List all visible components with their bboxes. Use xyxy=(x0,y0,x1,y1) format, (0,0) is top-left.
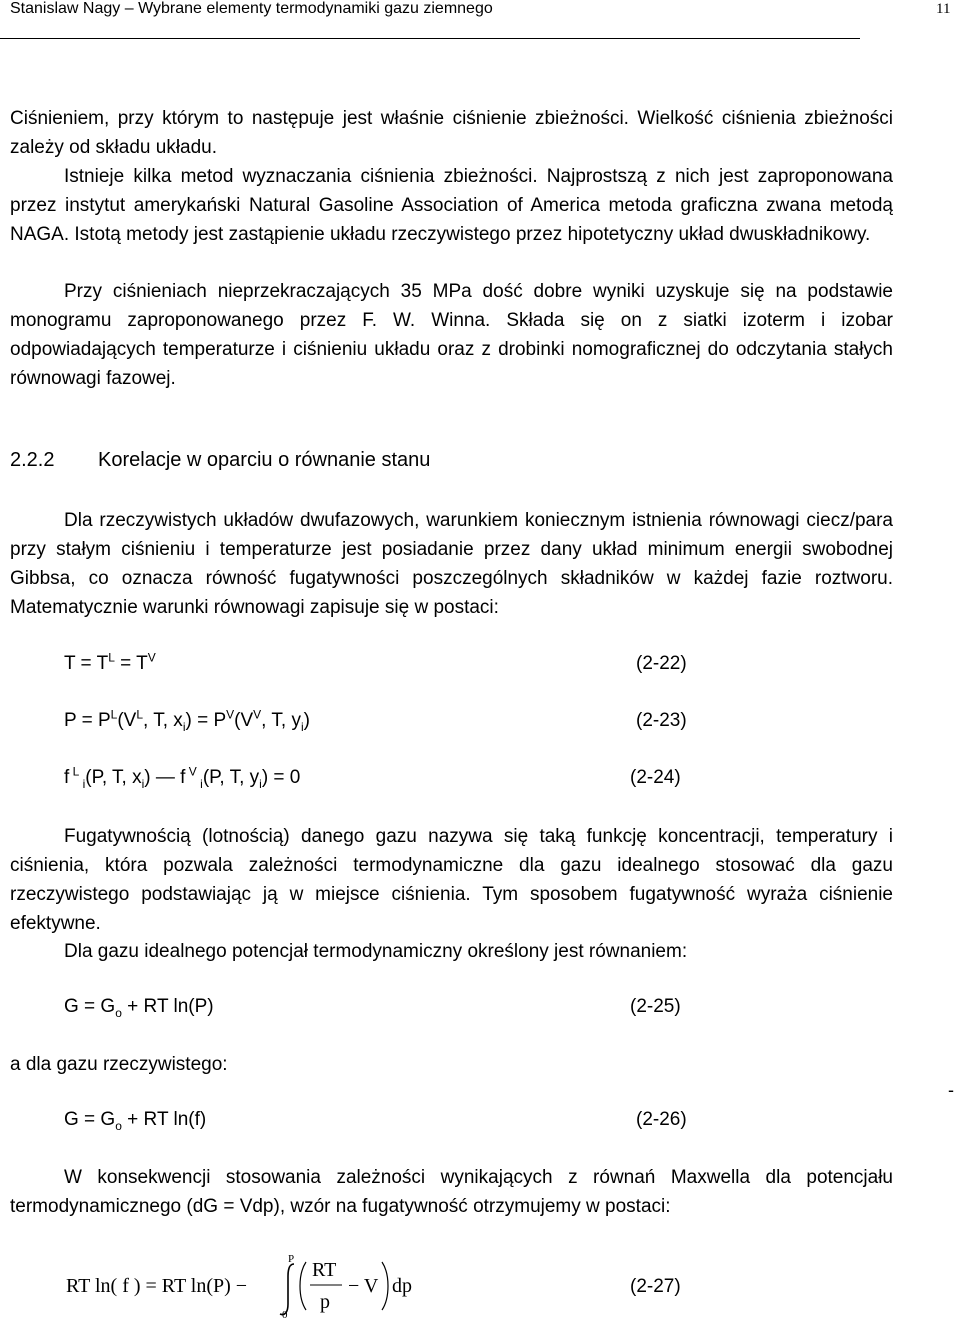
stray-mark: - xyxy=(948,1080,954,1100)
equation-number-2-22: (2-22) xyxy=(636,653,687,674)
paragraph-maxwell: W konsekwencji stosowania zależności wynikających z równań Maxwella dla potencjału termodynamicznego (dG = Vdp), wzór na fugatywność otrzymujemy w postaci: xyxy=(10,1167,893,1217)
equation-number-2-27: (2-27) xyxy=(630,1276,681,1297)
integral-sign xyxy=(280,1264,294,1315)
eq27-lhs: RT ln( f ) = RT ln(P) − xyxy=(66,1275,248,1297)
eq27-dp: dp xyxy=(392,1275,412,1297)
paragraph-ideal-gas: Dla gazu idealnego potencjał termodynamiczny określony jest równaniem: xyxy=(64,941,688,962)
equation-2-22: $T = T^L = T^V$ xyxy=(64,650,156,674)
paragraph-equilibrium: Dla rzeczywistych układów dwufazowych, warunkiem koniecznym istnienia równowagi ciecz/para przy stałym ciśnieniu i temperaturze jest posiadanie przez dany układ minimum energii swobodnej Gibbsa, co oznacza równość fugatywności poszczególnych składników w każdej fazie roztworu. Matematycznie warunki równowagi zapisuje się w postaci: xyxy=(10,510,893,618)
left-paren xyxy=(300,1262,306,1310)
section-heading xyxy=(10,446,430,474)
paragraph-fugacity-definition: Fugatywnością (lotnością) danego gazu nazywa się taką funkcję koncentracji, temperatury i ciśnienia, która pozwala zależności termodynamiczne dla gazu idealnego stosować dla gazu rzeczywistego podstawiając ją w miejsce ciśnienia. Tym sposobem fugatywność wyraża ciśnienie efektywne. xyxy=(10,826,893,934)
paragraph-convergence-pressure: Ciśnieniem, przy którym to następuje jest właśnie ciśnienie zbieżności. Wielkość ciśnienia zbieżności zależy od składu układu. xyxy=(10,108,893,158)
eq27-lower-limit: 0 xyxy=(282,1309,288,1320)
paragraph-winn-part1: Przy ciśnieniach nieprzekraczających 35 MPa dość dobre wyniki uzyskuje się na podstawie monogramu zaproponowanego przez F. W. xyxy=(10,281,893,331)
eq27-upper-limit: P xyxy=(288,1253,295,1265)
paragraph-naga-part2: Istotą metody jest zastąpienie układu rzeczywistego przez hipotetyczny układ dwuskładnikowy. xyxy=(69,224,871,245)
paragraph-winn-nomogram xyxy=(10,277,893,393)
equation-2-25: $G = G_o$ + RT ln(P) xyxy=(64,996,214,1020)
page-number: 11 xyxy=(936,1,951,17)
eq27-denominator: p xyxy=(320,1291,330,1313)
equation-number-2-23: (2-23) xyxy=(636,710,687,731)
eq27-minus-v: − V xyxy=(348,1275,379,1297)
eq27-numerator: RT xyxy=(312,1259,337,1281)
paragraph-winn-part2: Winna. xyxy=(431,310,491,331)
equation-number-2-24: (2-24) xyxy=(630,767,681,788)
section-number: 2.2.2 xyxy=(10,449,55,471)
paragraph-winn-part3: Składa się on z siatki izoterm i izobar odpowiadających temperaturze i ciśnieniu układu oraz z drobinki nomograficznej do odczytania stałych równowagi fazowej. xyxy=(10,310,894,389)
equation-2-26: $G = G_o$ + RT ln(f) xyxy=(64,1109,207,1133)
equation-2-27 xyxy=(66,1248,706,1320)
paragraph-naga-part1: Istnieje kilka metod wyznaczania ciśnienia zbieżności. Najprostszą z nich jest zaproponowana przez instytut amerykański Natural Gasoline Association of America metoda graficzna zwana metodą NAGA. xyxy=(10,166,893,245)
paragraph-real-gas: a dla gazu rzeczywistego: xyxy=(10,1054,228,1075)
section-title: Korelacje w oparciu o równanie stanu xyxy=(98,449,431,471)
header-rule xyxy=(0,38,860,39)
equation-2-24: f $^L$ $_i$(P, T, $x_i$) — f $^V$ $_i$(P, T, $y_i) = 0$ xyxy=(64,764,301,791)
paragraph-naga-method xyxy=(10,162,893,249)
right-paren xyxy=(382,1262,388,1310)
equation-number-2-25: (2-25) xyxy=(630,996,681,1017)
running-header: Stanislaw Nagy – Wybrane elementy termodynamiki gazu ziemnego xyxy=(10,0,493,17)
equation-2-23: $P = P^L(V^L$, T, $x_i) = P^V(V^V$, T, $y_i$) xyxy=(64,707,310,734)
equation-number-2-26: (2-26) xyxy=(636,1109,687,1130)
